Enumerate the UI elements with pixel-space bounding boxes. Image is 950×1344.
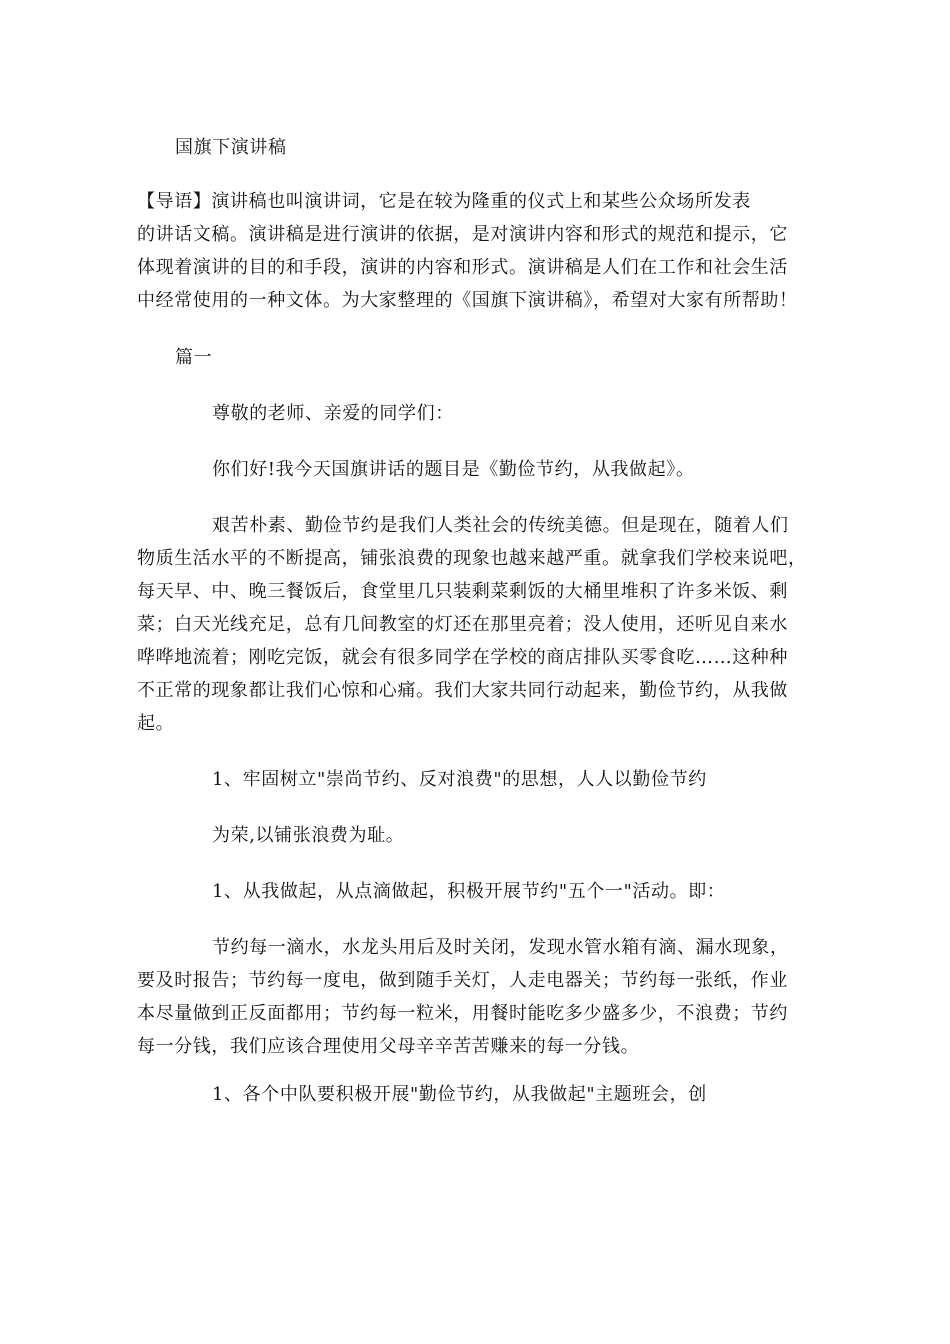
list-item-1-continued: 为荣,以铺张浪费为耻。 xyxy=(212,825,405,846)
paragraph-line: 要及时报告；节约每一度电，做到随手关灯，人走电器关；节约每一张纸，作业 xyxy=(137,970,788,991)
paragraph-line: 起。 xyxy=(137,713,175,734)
paragraph-line: 节约每一滴水，水龙头用后及时关闭，发现水管水箱有滴、漏水现象， xyxy=(212,937,789,958)
intro-line: 【导语】演讲稿也叫演讲词，它是在较为隆重的仪式上和某些公众场所发表 xyxy=(137,191,751,212)
paragraph-line: 每天早、中、晚三餐饭后，食堂里几只装剩菜剩饭的大桶里堆积了许多米饭、剩 xyxy=(137,581,788,602)
salutation: 尊敬的老师、亲爱的同学们： xyxy=(212,403,454,424)
intro-line: 中经常使用的一种文体。为大家整理的《国旗下演讲稿》，希望对大家有所帮助！ xyxy=(137,290,798,311)
list-item-1: 1、牢固树立"崇尚节约、反对浪费"的思想，人人以勤俭节约 xyxy=(212,769,707,790)
paragraph-line: 本尽量做到正反面都用；节约每一粒米，用餐时能吃多少盛多少，不浪费；节约 xyxy=(137,1003,788,1024)
greeting: 你们好!我今天国旗讲话的题目是《勤俭节约，从我做起》。 xyxy=(212,459,695,480)
intro-line: 的讲话文稿。演讲稿是进行演讲的依据，是对演讲内容和形式的规范和提示，它 xyxy=(137,224,788,245)
intro-line: 体现着演讲的目的和手段，演讲的内容和形式。演讲稿是人们在工作和社会生活 xyxy=(137,257,788,278)
paragraph-line: 菜；白天光线充足，总有几间教室的灯还在那里亮着；没人使用，还听见自来水 xyxy=(137,614,788,635)
paragraph-line: 物质生活水平的不断提高，铺张浪费的现象也越来越严重。就拿我们学校来说吧， xyxy=(137,548,807,569)
paragraph-line: 艰苦朴素、勤俭节约是我们人类社会的传统美德。但是现在，随着人们 xyxy=(212,515,789,536)
paragraph-line: 每一分钱，我们应该合理使用父母辛辛苦苦赚来的每一分钱。 xyxy=(137,1036,640,1057)
paragraph-line: 不正常的现象都让我们心惊和心痛。我们大家共同行动起来，勤俭节约，从我做 xyxy=(137,680,788,701)
section-heading: 篇一 xyxy=(175,347,213,368)
list-item-3: 1、各个中队要积极开展"勤俭节约，从我做起"主题班会，创 xyxy=(212,1084,707,1105)
list-item-2: 1、从我做起，从点滴做起，积极开展节约"五个一"活动。即： xyxy=(212,881,726,902)
document-title: 国旗下演讲稿 xyxy=(175,137,287,158)
paragraph-line: 哗哗地流着；刚吃完饭，就会有很多同学在学校的商店排队买零食吃……这种种 xyxy=(137,647,788,668)
